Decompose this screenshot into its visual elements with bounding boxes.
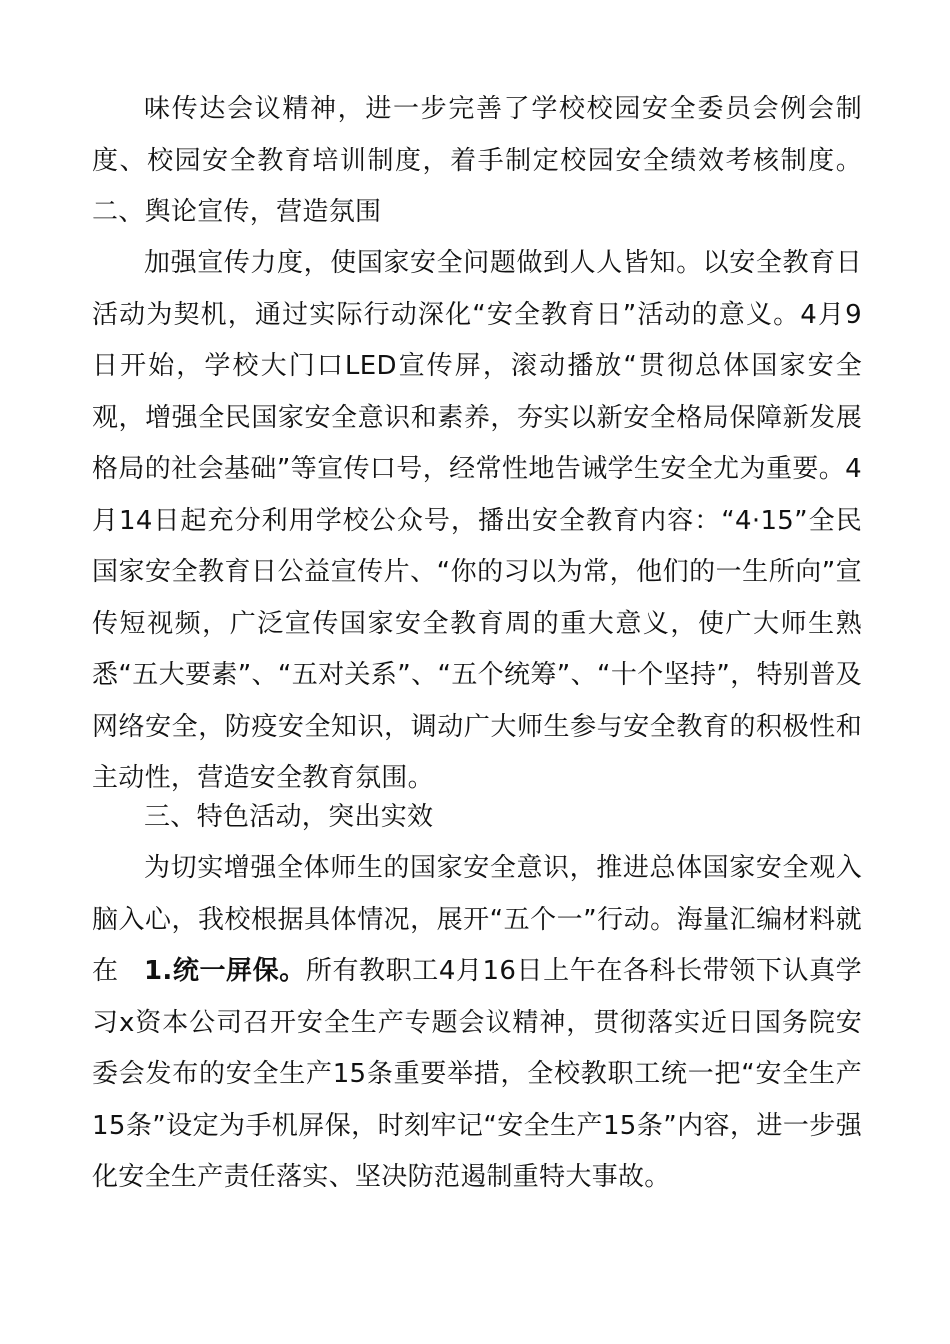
paragraph-publicity [92,238,862,805]
paragraph-meeting-spirit [92,84,862,239]
paragraph-text: 味传达会议精神，进一步完善了学校校园安全委员会例会制度、校园安全教育培训制度，着手制定校园安全绩效考核制度。二、舆论宣传，营造氛围 [92,94,862,227]
paragraph-text: 加强宣传力度，使国家安全问题做到人人皆知。以安全教育日活动为契机，通过实际行动深化“安全教育日”活动的意义。4月9日开始，学校大门口LED宣传屏，滚动播放“贯彻总体国家安全观，增强全民国家安全意识和素养，夯实以新安全格局保障新发展格局的社会基础”等宣传口号，经常性地告诫学生安全尤为重要。4月14日起充分利用学校公众号，播出安全教育内容：“4·15”全民国家安全教育日公益宣传片、“你的习以为常，他们的一生所向”宣传短视频，广泛宣传国家安全教育周的重大意义，使广大师生熟悉“五大要素”、“五对关系”、“五个统筹”、“十个坚持”，特别普及网络安全，防疫安全知识，调动广大师生参与安全教育的积极性和主动性，营造安全教育氛围。 [92,248,862,793]
heading-text: 三、特色活动，突出实效 [144,802,434,832]
section-heading-featured-activities [92,792,862,844]
paragraph-unified-screensaver [92,946,862,1204]
paragraph-text: 为切实增强全体师生的国家安全意识，推进总体国家安全观入脑入心，我校根据具体情况，展开“五个一”行动。海量汇编材料就在 [92,853,862,986]
paragraph-lead: 1.统一屏保。 [144,956,306,986]
paragraph-text: 所有教职工4月16日上午在各科长带领下认真学习x资本公司召开安全生产专题会议精神，贯彻落实近日国务院安委会发布的安全生产15条重要举措，全校教职工统一把“安全生产15条”设定为手机屏保，时刻牢记“安全生产15条”内容，进一步强化安全生产责任落实、坚决防范遏制重特大事故。 [92,956,862,1192]
